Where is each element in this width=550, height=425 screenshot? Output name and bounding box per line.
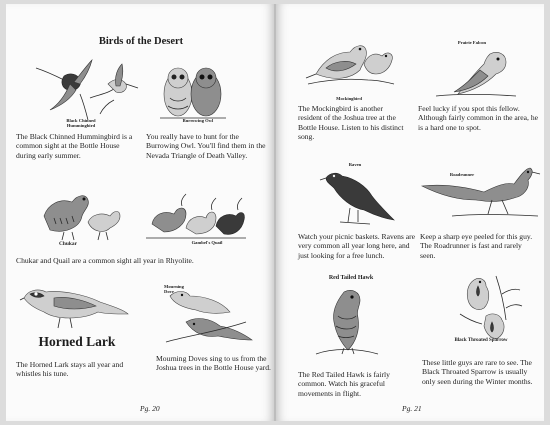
raven-text: Watch your picnic baskets. Ravens are very common all year long here, and just looking for a free lunch. [298,232,416,260]
page-number-left: Pg. 20 [140,404,160,413]
roadrunner-text: Keep a sharp eye peeled for this guy. The Roadrunner is fast and rarely seen. [420,232,533,260]
mourning-dove-caption: Mourning Dove [164,284,184,294]
prairie-falcon-text: Feel lucky if you spot this fellow. Although fairly common in the area, he is a hard one to spot. [418,104,538,132]
burrowing-owl-text: You really have to hunt for the Burrowing Owl. You'll find them in the Nevada Triangle of Death Valley. [146,132,266,160]
mockingbird-caption: Mockingbird [336,96,362,101]
chukar-caption: Chukar [59,241,77,247]
page-right [276,4,544,421]
page-number-right: Pg. 21 [402,404,422,413]
chukar-illustration [34,186,124,242]
horned-lark-text: The Horned Lark stays all year and whistles his tune. [16,360,124,379]
gambels-quail-caption: Gambel's Quail [191,240,223,245]
prairie-falcon-illustration [436,48,516,98]
gambels-quail-illustration [146,190,246,240]
page-title: Birds of the Desert [98,36,184,47]
burrowing-owl-illustration [158,64,228,122]
hummingbird-caption: Black Chinned Hummingbird [66,118,96,128]
roadrunner-caption: Roadrunner [449,172,475,177]
burrowing-owl-caption: Burrowing Owl [182,118,214,123]
red-tailed-hawk-text: The Red Tailed Hawk is fairly common. Watch his graceful movements in flight. [298,370,390,398]
mockingbird-illustration [306,34,396,92]
black-throated-sparrow-caption: Black Throated Sparrow [454,338,508,343]
raven-illustration [320,168,400,226]
mockingbird-text: The Mockingbird is another resident of the Joshua tree at the Bottle House. Listen to his distinct song. [298,104,404,141]
red-tailed-hawk-illustration [312,286,382,360]
raven-caption: Raven [348,162,362,167]
roadrunner-illustration [412,164,540,220]
black-throated-sparrow-text: These little guys are rare to see. The Black Throated Sparrow is usually only seen during the Winter months. [422,358,533,386]
red-tailed-hawk-caption: Red Tailed Hawk [328,275,374,281]
chukar-quail-text: Chukar and Quail are a common sight all year in Rhyolite. [16,256,194,265]
prairie-falcon-caption: Prairie Falcon [457,40,487,45]
horned-lark-illustration [20,280,130,330]
hummingbird-illustration [30,54,140,124]
page-left [6,4,274,421]
black-throated-sparrow-illustration [446,274,526,342]
hummingbird-text: The Black Chinned Hummingbird is a common sight at the Bottle House during early summer. [16,132,133,160]
horned-lark-caption: Horned Lark [38,334,116,349]
mourning-dove-text: Mourning Doves sing to us from the Joshua trees in the Bottle House yard. [156,354,271,373]
